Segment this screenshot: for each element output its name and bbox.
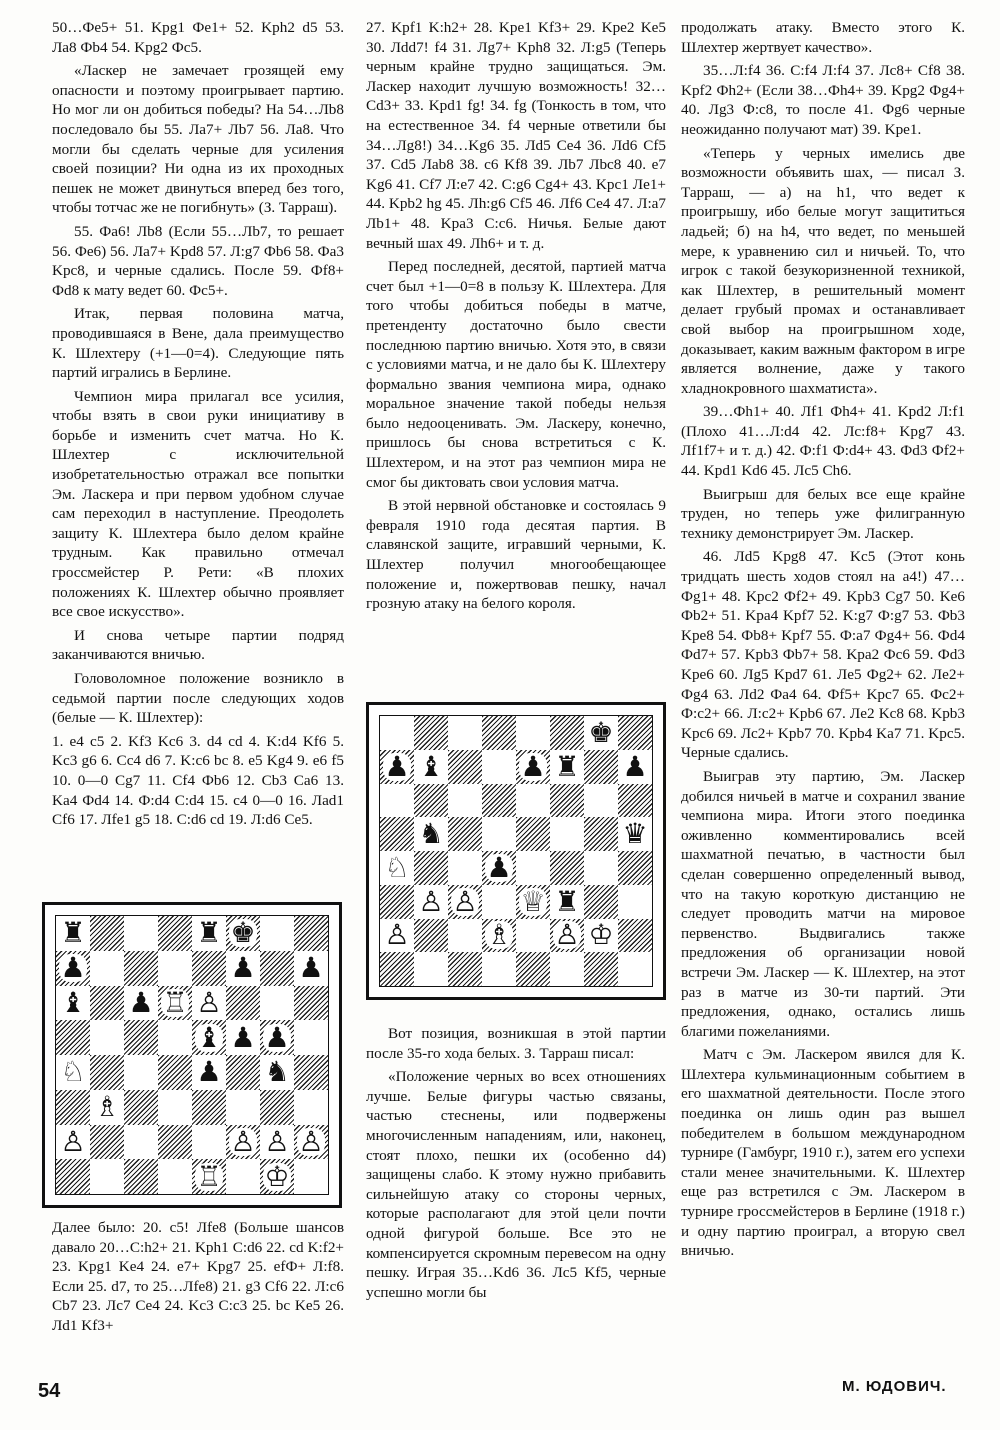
board-square	[158, 986, 192, 1021]
white-pawn-icon: ♙	[196, 985, 222, 1019]
black-bishop-icon: ♝	[60, 985, 86, 1019]
paragraph: Перед последней, десятой, партией матча счет был +1—0=8 в пользу К. Шлехтера. Для того чтобы добиться победы в матче, претенденту достаточно было свести последнюю партию вничью. Хотя это, в связи с условиями матча, и не дало бы К. Шлехтеру формально звания чемпиона мира, однако моральное значение такой победы нельзя было недооценивать. Эм. Ласкеру, конечно, пришлось бы снова встретиться с К. Шлехтером, и на этот раз чемпион мира не смог бы диктовать свои условия матча.	[366, 258, 666, 491]
page-number: 54	[38, 1380, 61, 1402]
board-square	[482, 885, 516, 919]
board-square	[448, 784, 482, 818]
board-square	[294, 951, 328, 986]
board-square	[516, 750, 550, 784]
board-square	[294, 1020, 328, 1055]
column-3	[681, 18, 965, 1265]
black-pawn-icon: ♟	[230, 951, 256, 985]
board-square	[516, 784, 550, 818]
board-square	[516, 716, 550, 750]
black-knight-icon: ♞	[264, 1055, 290, 1089]
white-pawn-icon: ♙	[452, 884, 478, 918]
board-square	[192, 1125, 226, 1160]
board-square	[90, 916, 124, 951]
board-square	[448, 885, 482, 919]
board-square	[226, 1125, 260, 1160]
board-square	[516, 952, 550, 986]
paragraph: 46. Лd5 Kpg8 47. Kc5 (Этот конь тридцать шесть ходов стоял на a4!) 47…Фg1+ 48. Kpc2 Фf2+ 49. Kpb3 Cg7 50. Ke6 Фb2+ 51. Kpa4 Kpf7 52. K:g7 Ф:g7 53. Фb3 Kpe8 54. Фb8+ Kpf7 55. Ф:a7 Фg4+ 56. Фd4 Фd7+ 57. Kpb3 Фb7+ 58. Kpa2 Фc6 59. Фd3 Kpe6 60. Лg5 Kpd7 61. Лe5 Фg2+ 62. Лe2+ Фg4 63. Лd2 Фa4 64. Фf5+ Kpc7 65. Фc2+ Ф:c2+ 66. Л:c2+ Kpb6 67. Лe2 Kc8 68. Kpb3 Kpc6 69. Лc2+ Kpb7 70. Kpb4 Ka7 71. Kpc5. Черные сдались.	[681, 548, 965, 762]
board-square	[124, 1055, 158, 1090]
black-king-icon: ♚	[588, 715, 614, 749]
board-square	[294, 1125, 328, 1160]
board-square	[158, 1090, 192, 1125]
black-pawn-icon: ♟	[520, 749, 546, 783]
board-square	[158, 1159, 192, 1194]
black-pawn-icon: ♟	[196, 1055, 222, 1089]
board-square	[414, 817, 448, 851]
board-square	[380, 750, 414, 784]
board-square	[584, 919, 618, 953]
board-square	[448, 817, 482, 851]
board-square	[380, 817, 414, 851]
board-square	[584, 885, 618, 919]
white-king-icon: ♔	[588, 918, 614, 952]
board-square	[90, 1159, 124, 1194]
paragraph: «Теперь у черных имелись две возможности объявить шах, — писал З. Тарраш, — а) на h1, что ведет к проигрышу, ибо белые могут защититься ладьей; б) на h4, что ведет, по меньшей мере, к уравнению сил и ничьей. То, что игрок с такой безукоризненной техникой, как Шлехтер, в решительный момент делает грубый промах и останавливает свой выбор на проигрышном ходе, доказывает, каким важным фактором в игре является волнение, даже у такого хладнокровного шахматиста».	[681, 144, 965, 397]
board-square	[260, 1090, 294, 1125]
column-1-continued	[52, 1218, 344, 1340]
board-square	[380, 784, 414, 818]
board-square	[482, 952, 516, 986]
paragraph: Матч с Эм. Ласкером явился для К. Шлехтера кульминационным событием в его шахматной деятельности. После этого поединка он лишь один раз вышел победителем в большом международном турнире (Гамбург, 1910 г.), затем его успехи стали менее значительными. К. Шлехтер еще раз встретился с Эм. Ласкером в турнире гроссмейстеров в Берлине (1918 г.) и одну партию проиграл, а вторую свел вничью.	[681, 1046, 965, 1260]
white-rook-icon: ♖	[196, 1159, 222, 1193]
board-square	[158, 1055, 192, 1090]
black-rook-icon: ♜	[196, 916, 222, 950]
board-square	[516, 885, 550, 919]
white-pawn-icon: ♙	[298, 1124, 324, 1158]
board-square	[124, 986, 158, 1021]
board-square	[158, 1020, 192, 1055]
board-square	[90, 1125, 124, 1160]
column-2	[366, 18, 666, 618]
board-square	[618, 817, 652, 851]
board-square	[192, 1159, 226, 1194]
board-square	[56, 951, 90, 986]
board-square	[550, 851, 584, 885]
board-square	[448, 919, 482, 953]
column-2-continued	[366, 1024, 666, 1306]
paragraph: Итак, первая половина матча, проводившаяся в Вене, дала преимущество К. Шлехтеру (+1—0=4). Следующие пять партий игрались в Берлине.	[52, 305, 344, 382]
paragraph: В этой нервной обстановке и состоялась 9 февраля 1910 года десятая партия. В славянской защите, игравший черными, К. Шлехтер получил многообещающее положение и, пожертвовав пешку, начал грозную атаку на белого короля.	[366, 497, 666, 613]
black-pawn-icon: ♟	[230, 1020, 256, 1054]
white-rook-icon: ♖	[162, 985, 188, 1019]
paragraph: 39…Фh1+ 40. Лf1 Фh4+ 41. Kpd2 Л:f1 (Плохо 41…Л:d4 42. Лc:f8+ Kpg7 43. Лf1f7+ и т. д.) 42. Ф:f1 Ф:d4+ 43. Фd3 Фf2+ 44. Kpd1 Kd6 45. Лc5 Ch6.	[681, 403, 965, 480]
paragraph: Выиграв эту партию, Эм. Ласкер добился ничьей в матче и сохранил звание чемпиона мира. Итоги этого поединка оживленно комментировались всей шахматной печатью, в частности был сделан совершенно определенный вывод, что на такую короткую дистанцию не следует проводить матчи на мировое первенство. Выдвигались также предложения об организации новой встречи Эм. Ласкер — К. Шлехтер, на этот раз в матче из 30-ти партий. Эти предложения, однако, остались лишь благими пожеланиями.	[681, 767, 965, 1040]
board-square	[124, 1090, 158, 1125]
board-square	[550, 919, 584, 953]
white-knight-icon: ♘	[384, 850, 410, 884]
paragraph: И снова четыре партии подряд заканчиваются вничью.	[52, 626, 344, 664]
board-square	[584, 750, 618, 784]
board-square	[380, 952, 414, 986]
paragraph: «Ласкер не замечает грозящей ему опасности и поэтому проигрывает партию. Но мог ли он добиться победы? На 54…Лb8 последовало бы 55. Лa7+ Лb7 56. Лa8. Что могли бы сделать черные для усиления своей позиции? Ни одна из их проходных пешек не может двинуться вперед без того, чтобы тотчас же не погибнуть» (З. Тарраш).	[52, 62, 344, 217]
board-square	[260, 951, 294, 986]
board-square	[584, 716, 618, 750]
board-square	[550, 716, 584, 750]
board-square	[584, 851, 618, 885]
board-square	[618, 851, 652, 885]
white-pawn-icon: ♙	[60, 1124, 86, 1158]
board-square	[56, 1055, 90, 1090]
paragraph: «Положение черных во всех отношениях лучше. Белые фигуры частью связаны, частью стеснены, или подвержены многочисленным нападениям, или, наконец, стоят плохо, пешки их (особенно d4) защищены слабо. К этому нужно прибавить сильнейшую атаку со стороны черных, которые располагают для этой цели почти одной фигурой больше. Все это не компенсируется скромным перевесом на одну пешку. Играя 35…Kd6 36. Лc5 Kf5, черные успешно могли бы	[366, 1068, 666, 1301]
white-bishop-icon: ♗	[486, 918, 512, 952]
board-square	[550, 952, 584, 986]
white-king-icon: ♔	[264, 1159, 290, 1193]
board-square	[448, 952, 482, 986]
black-queen-icon: ♛	[622, 817, 648, 851]
board-square	[226, 916, 260, 951]
board-square	[448, 750, 482, 784]
board-square	[618, 952, 652, 986]
chess-diagram-1	[42, 902, 342, 1208]
board-square	[226, 1090, 260, 1125]
black-pawn-icon: ♟	[622, 749, 648, 783]
board-square	[448, 716, 482, 750]
board-square	[192, 1090, 226, 1125]
black-bishop-icon: ♝	[418, 749, 444, 783]
board-square	[90, 1055, 124, 1090]
board-square	[192, 916, 226, 951]
white-knight-icon: ♘	[60, 1055, 86, 1089]
board-square	[294, 1055, 328, 1090]
board-square	[584, 817, 618, 851]
black-king-icon: ♚	[230, 916, 256, 950]
board-square	[482, 750, 516, 784]
board-square	[482, 851, 516, 885]
paragraph: 55. Фa6! Лb8 (Если 55…Лb7, то решает 56. Фe6) 56. Лa7+ Kpd8 57. Л:g7 Фb6 58. Фa3 Kpc8, и черные сдались. После 59. Фf8+ Фd8 к мату ведет 60. Фc5+.	[52, 222, 344, 299]
board-square	[414, 885, 448, 919]
board-square	[618, 784, 652, 818]
board-square	[124, 951, 158, 986]
board-square	[294, 1090, 328, 1125]
board-square	[124, 916, 158, 951]
chess-diagram-2	[366, 702, 666, 1000]
board-square	[260, 986, 294, 1021]
board-square	[56, 1159, 90, 1194]
paragraph: 50…Фe5+ 51. Kpg1 Фe1+ 52. Kph2 d5 53. Лa8 Фb4 54. Kpg2 Фc5.	[52, 19, 344, 56]
board-square	[414, 716, 448, 750]
black-pawn-icon: ♟	[486, 850, 512, 884]
board-square	[124, 1159, 158, 1194]
paragraph: Далее было: 20. c5! Лfe8 (Больше шансов давало 20…C:h2+ 21. Kph1 C:d6 22. cd K:f2+ 23. Kpg1 Ke4 24. e7+ Kpg7 25. efФ+ Л:f8. Если 25. d7, то 25…Лfe8) 21. g3 Cf6 22. Л:c6 Cb7 23. Лc7 Ce4 24. Kc3 C:c3 25. bc Ke5 26. Лd1 Kf3+	[52, 1219, 344, 1334]
board-square	[550, 885, 584, 919]
board-square	[226, 951, 260, 986]
board-square	[380, 716, 414, 750]
board-square	[294, 916, 328, 951]
board-square	[380, 919, 414, 953]
board-square	[260, 1055, 294, 1090]
board-square	[448, 851, 482, 885]
paragraph: продолжать атаку. Вместо этого К. Шлехтер жертвует качество».	[681, 19, 965, 56]
chess-board-2	[379, 715, 653, 987]
board-square	[192, 1020, 226, 1055]
board-square	[516, 851, 550, 885]
white-queen-icon: ♕	[520, 884, 546, 918]
board-square	[482, 919, 516, 953]
paragraph: Чемпион мира прилагал все усилия, чтобы взять в свои руки инициативу в борьбе и изменить счет матча. Но К. Шлехтер с исключительной изобретательностью отражал все попытки Эм. Ласкера и при первом удобном случае сам переходил в наступление. Преодолеть защиту К. Шлехтера было делом крайне трудным. Как правильно отмечал гроссмейстер Р. Рети: «В плохих положениях К. Шлехтер обычно проявляет все свое искусство».	[52, 387, 344, 621]
black-pawn-icon: ♟	[384, 749, 410, 783]
board-square	[226, 1055, 260, 1090]
white-pawn-icon: ♙	[554, 918, 580, 952]
board-square	[618, 750, 652, 784]
black-rook-icon: ♜	[554, 749, 580, 783]
board-square	[482, 784, 516, 818]
board-square	[158, 916, 192, 951]
board-square	[56, 1090, 90, 1125]
board-square	[260, 916, 294, 951]
black-bishop-icon: ♝	[196, 1020, 222, 1054]
white-pawn-icon: ♙	[264, 1124, 290, 1158]
board-square	[618, 885, 652, 919]
paragraph: Выигрыш для белых все еще крайне труден, но теперь уже филигранную технику демонстрирует Эм. Ласкер.	[681, 485, 965, 542]
board-square	[618, 919, 652, 953]
board-square	[414, 919, 448, 953]
chess-board-1	[55, 915, 329, 1195]
board-square	[414, 750, 448, 784]
board-square	[56, 986, 90, 1021]
board-square	[414, 784, 448, 818]
board-square	[90, 986, 124, 1021]
board-square	[226, 1159, 260, 1194]
board-square	[90, 1090, 124, 1125]
paragraph: Вот позиция, возникшая в этой партии после 35-го хода белых. З. Тарраш писал:	[366, 1025, 666, 1062]
board-square	[158, 951, 192, 986]
black-rook-icon: ♜	[554, 884, 580, 918]
board-square	[260, 1020, 294, 1055]
paragraph: 1. e4 c5 2. Kf3 Kc6 3. d4 cd 4. K:d4 Kf6 5. Kc3 g6 6. Cc4 d6 7. K:c6 bc 8. e5 Kg4 9. e6 f5 10. 0—0 Cg7 11. Cf4 Фb6 12. Cb3 Ca6 13. Ka4 Фd4 14. Ф:d4 C:d4 15. c4 0—0 16. Лad1 Cf6 17. Лfe1 g5 18. C:d6 cd 19. Л:d6 Ce5.	[52, 732, 344, 829]
white-pawn-icon: ♙	[418, 884, 444, 918]
board-square	[584, 784, 618, 818]
board-square	[550, 817, 584, 851]
board-square	[414, 851, 448, 885]
white-bishop-icon: ♗	[94, 1090, 120, 1124]
board-square	[294, 1159, 328, 1194]
board-square	[618, 716, 652, 750]
board-square	[260, 1125, 294, 1160]
board-square	[516, 817, 550, 851]
board-square	[380, 851, 414, 885]
board-square	[550, 750, 584, 784]
black-pawn-icon: ♟	[264, 1020, 290, 1054]
black-pawn-icon: ♟	[60, 951, 86, 985]
board-square	[482, 817, 516, 851]
black-knight-icon: ♞	[418, 817, 444, 851]
board-square	[192, 951, 226, 986]
board-square	[482, 716, 516, 750]
board-square	[90, 951, 124, 986]
paragraph: 27. Kpf1 K:h2+ 28. Kpe1 Kf3+ 29. Kpe2 Ke5 30. Лdd7! f4 31. Лg7+ Kph8 32. Л:g5 (Теперь черным крайне трудно защищаться. Эм. Ласкер находит лучшую возможность! 32…Cd3+ 33. Kpd1 fg! 34. fg (Тонкость в том, что на естественное 34. f4 черные ответили бы 34…Лg8!) 34…Kg6 35. Лd5 Ce4 36. Лd6 Cf5 37. Cd5 Лab8 38. c6 Kf8 39. Лb7 Лbc8 40. e7 Kg6 41. Cf7 Л:e7 42. C:g6 Cg4+ 43. Kpc1 Лe1+ 44. Kpb2 hg 45. Лh:g6 Cf5 46. Лf6 Ce4 47. Л:a7 Лb1+ 48. Kpa3 C:c6. Ничья. Белые дают вечный шах 49. Лh6+ и т. д.	[366, 19, 666, 252]
black-rook-icon: ♜	[60, 916, 86, 950]
white-pawn-icon: ♙	[230, 1124, 256, 1158]
board-square	[380, 885, 414, 919]
board-square	[226, 986, 260, 1021]
board-square	[192, 1055, 226, 1090]
board-square	[124, 1020, 158, 1055]
board-square	[550, 784, 584, 818]
column-1	[52, 18, 344, 834]
white-pawn-icon: ♙	[384, 918, 410, 952]
column-1-paragraphs	[52, 18, 344, 830]
board-square	[260, 1159, 294, 1194]
board-square	[90, 1020, 124, 1055]
board-square	[414, 952, 448, 986]
board-square	[192, 986, 226, 1021]
black-pawn-icon: ♟	[128, 985, 154, 1019]
board-square	[584, 952, 618, 986]
board-square	[226, 1020, 260, 1055]
board-square	[516, 919, 550, 953]
board-square	[56, 916, 90, 951]
black-pawn-icon: ♟	[298, 951, 324, 985]
board-square	[294, 986, 328, 1021]
board-square	[124, 1125, 158, 1160]
paragraph: 35…Л:f4 36. C:f4 Л:f4 37. Лc8+ Cf8 38. Kpf2 Фh2+ (Если 38…Фh4+ 39. Kpg2 Фg4+ 40. Лg3 Ф:c8, то после 41. Фg6 черные неожиданно получают мат) 39. Kpe1.	[681, 62, 965, 138]
board-square	[56, 1125, 90, 1160]
author-signature: М. ЮДОВИЧ.	[842, 1378, 947, 1395]
board-square	[56, 1020, 90, 1055]
paragraph: Головоломное положение возникло в седьмой партии после следующих ходов (белые — К. Шлехтер):	[52, 670, 344, 727]
board-square	[158, 1125, 192, 1160]
